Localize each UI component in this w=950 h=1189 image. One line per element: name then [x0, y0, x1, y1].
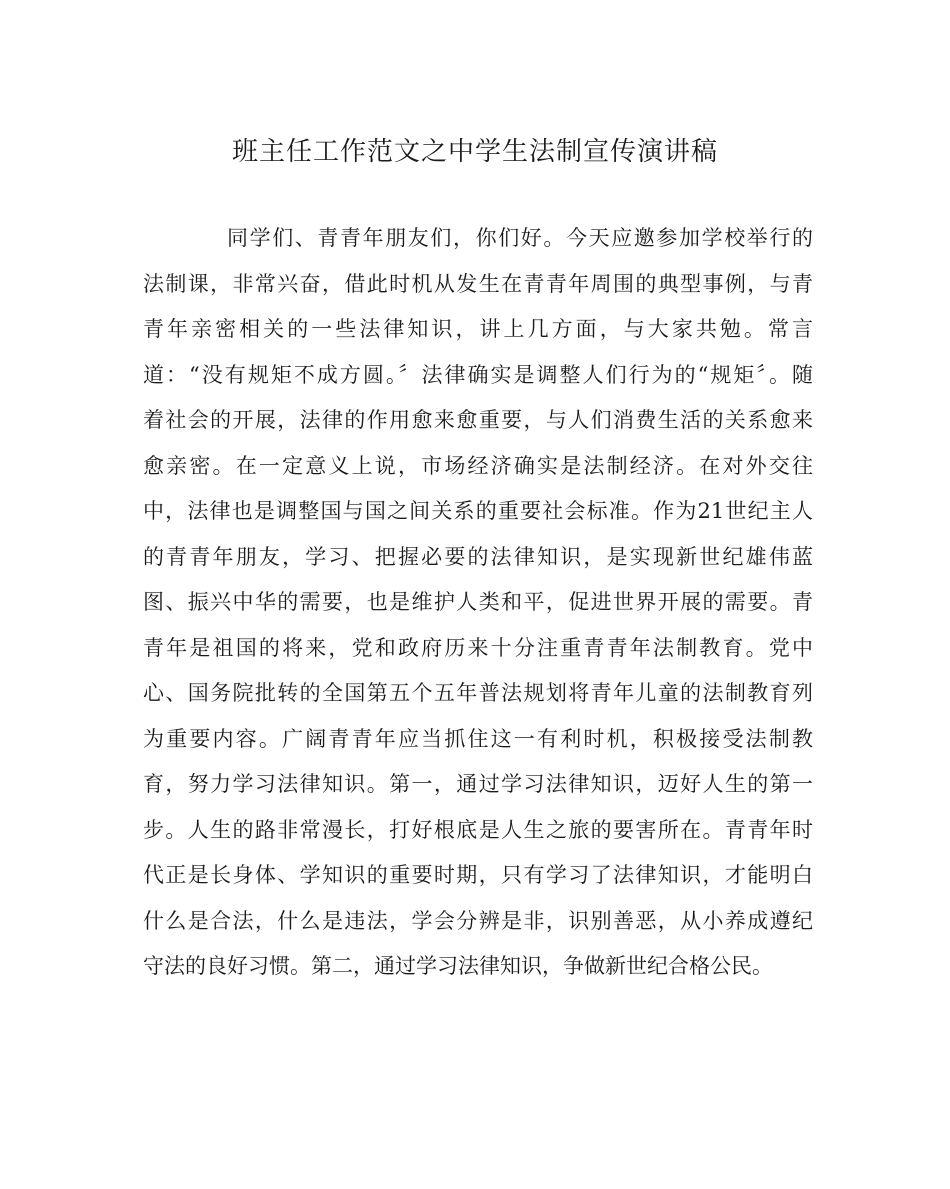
- paragraph-line: 青年亲密相关的一些法律知识，讲上几方面，与大家共勉。常言: [143, 317, 813, 341]
- paragraph-line: 法制课，非常兴奋，借此时机从发生在青青年周围的典型事例，与青: [143, 271, 813, 296]
- paragraph-line: 道：“没有规矩不成方圆。〞法律确实是调整人们行为的“规矩〞。随: [143, 362, 813, 387]
- paragraph-line: 青年是祖国的将来，党和政府历来十分注重青青年法制教育。党中: [143, 635, 813, 660]
- document-body: [143, 216, 813, 990]
- paragraph-line: 为重要内容。广阔青青年应当抓住这一有利时机，积极接受法制教: [143, 726, 813, 751]
- document-title: 班主任工作范文之中学生法制宣传演讲稿: [231, 137, 718, 167]
- paragraph-line: 着社会的开展，法律的作用愈来愈重要，与人们消费生活的关系愈来: [143, 408, 813, 432]
- paragraph-line: 的青青年朋友，学习、把握必要的法律知识，是实现新世纪雄伟蓝: [143, 544, 813, 569]
- paragraph-line: 心、国务院批转的全国第五个五年普法规划将青年儿童的法制教育列: [143, 681, 813, 705]
- paragraph-line: 守法的良好习惯。第二，通过学习法律知识，争做新世纪合格公民。: [143, 954, 773, 978]
- paragraph-line: 愈亲密。在一定意义上说，市场经济确实是法制经济。在对外交往: [143, 453, 813, 478]
- paragraph-line: 同学们、青青年朋友们，你们好。今天应邀参加学校举行的: [227, 226, 813, 250]
- paragraph-line: 什么是合法，什么是违法，学会分辨是非，识别善恶，从小养成遵纪: [143, 908, 813, 933]
- paragraph-line: 代正是长身体、学知识的重要时期，只有学习了法律知识，才能明白: [143, 863, 813, 887]
- paragraph-line: 步。人生的路非常漫长，打好根底是人生之旅的要害所在。青青年时: [143, 817, 813, 842]
- paragraph-line: 育，努力学习法律知识。第一，通过学习法律知识，迈好人生的第一: [143, 772, 813, 796]
- paragraph-line: 图、振兴中华的需要，也是维护人类和平，促进世界开展的需要。青: [143, 590, 813, 614]
- paragraph-line: 中，法律也是调整国与国之间关系的重要社会标准。作为21世纪主人: [143, 499, 813, 523]
